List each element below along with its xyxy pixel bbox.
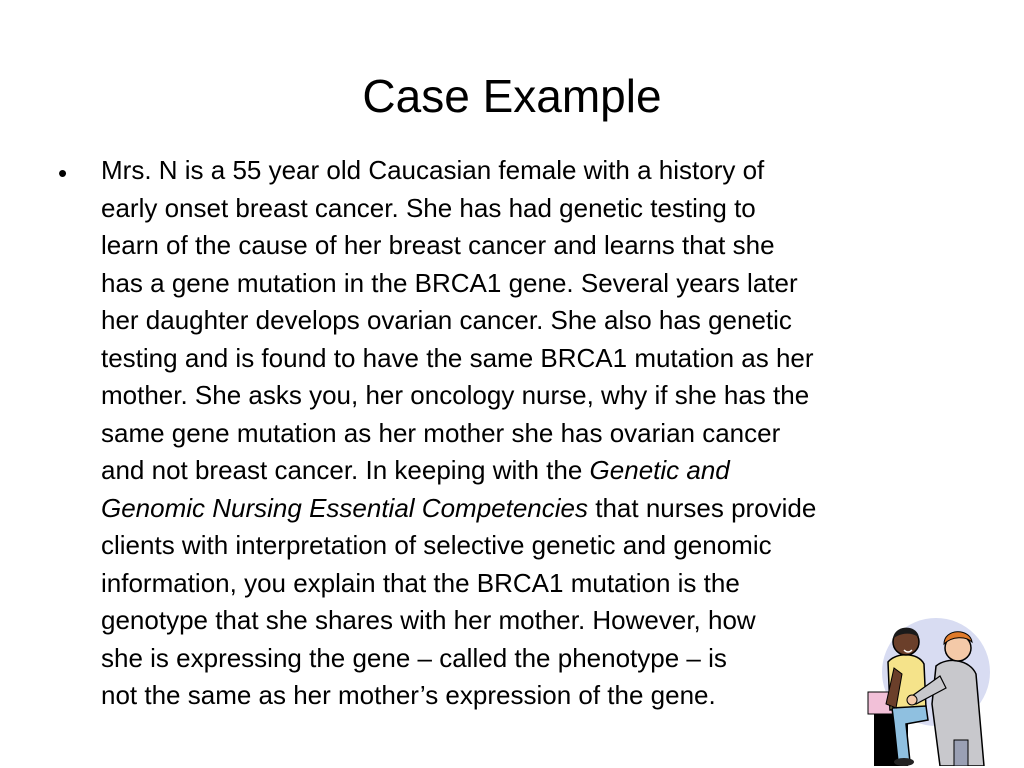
competencies-title-part-2: Genomic Nursing Essential Competencies (101, 492, 588, 523)
line-text: early onset breast cancer. She has had genetic testing to (101, 192, 756, 223)
body-line (101, 527, 1001, 565)
nurse-consulting-patient-icon (866, 612, 990, 766)
line-text: testing and is found to have the same BRCA1 mutation as her (101, 342, 814, 373)
line-text: genotype that she shares with her mother. However, how (101, 605, 756, 635)
line-text: learn of the cause of her breast cancer and learns that she (101, 230, 775, 260)
line-text: not the same as her mother’s expression of the gene. (101, 680, 716, 710)
body-line (101, 265, 1001, 303)
body-line (101, 565, 1001, 603)
line-text: her daughter develops ovarian cancer. She also has genetic (101, 305, 792, 335)
line-text: has a gene mutation in the BRCA1 gene. Several years later (101, 267, 798, 298)
body-line (101, 340, 1001, 378)
line-text: Mrs. N is a 55 year old Caucasian female with a history of (101, 155, 765, 185)
body-line (101, 415, 1001, 453)
body-line (101, 490, 1001, 528)
line-text: that nurses provide (588, 492, 817, 523)
slide-title: Case Example (362, 70, 662, 122)
line-text: she is expressing the gene – called the phenotype – is (101, 642, 727, 673)
line-text: mother. She asks you, her oncology nurse, why if she has the (101, 380, 810, 410)
competencies-title-part-1: Genetic and (589, 455, 730, 485)
body-line (101, 302, 1001, 340)
line-text: clients with interpretation of selective genetic and genomic (101, 530, 772, 560)
body-line (101, 152, 1001, 190)
body-line (101, 190, 1001, 228)
line-text: same gene mutation as her mother she has ovarian cancer (101, 417, 781, 448)
bullet-marker: • (58, 158, 68, 188)
body-line (101, 452, 1001, 490)
line-text: and not breast cancer. In keeping with the (101, 455, 590, 485)
line-text: information, you explain that the BRCA1 mutation is the (101, 567, 740, 598)
body-line (101, 227, 1001, 265)
body-line (101, 377, 1001, 415)
